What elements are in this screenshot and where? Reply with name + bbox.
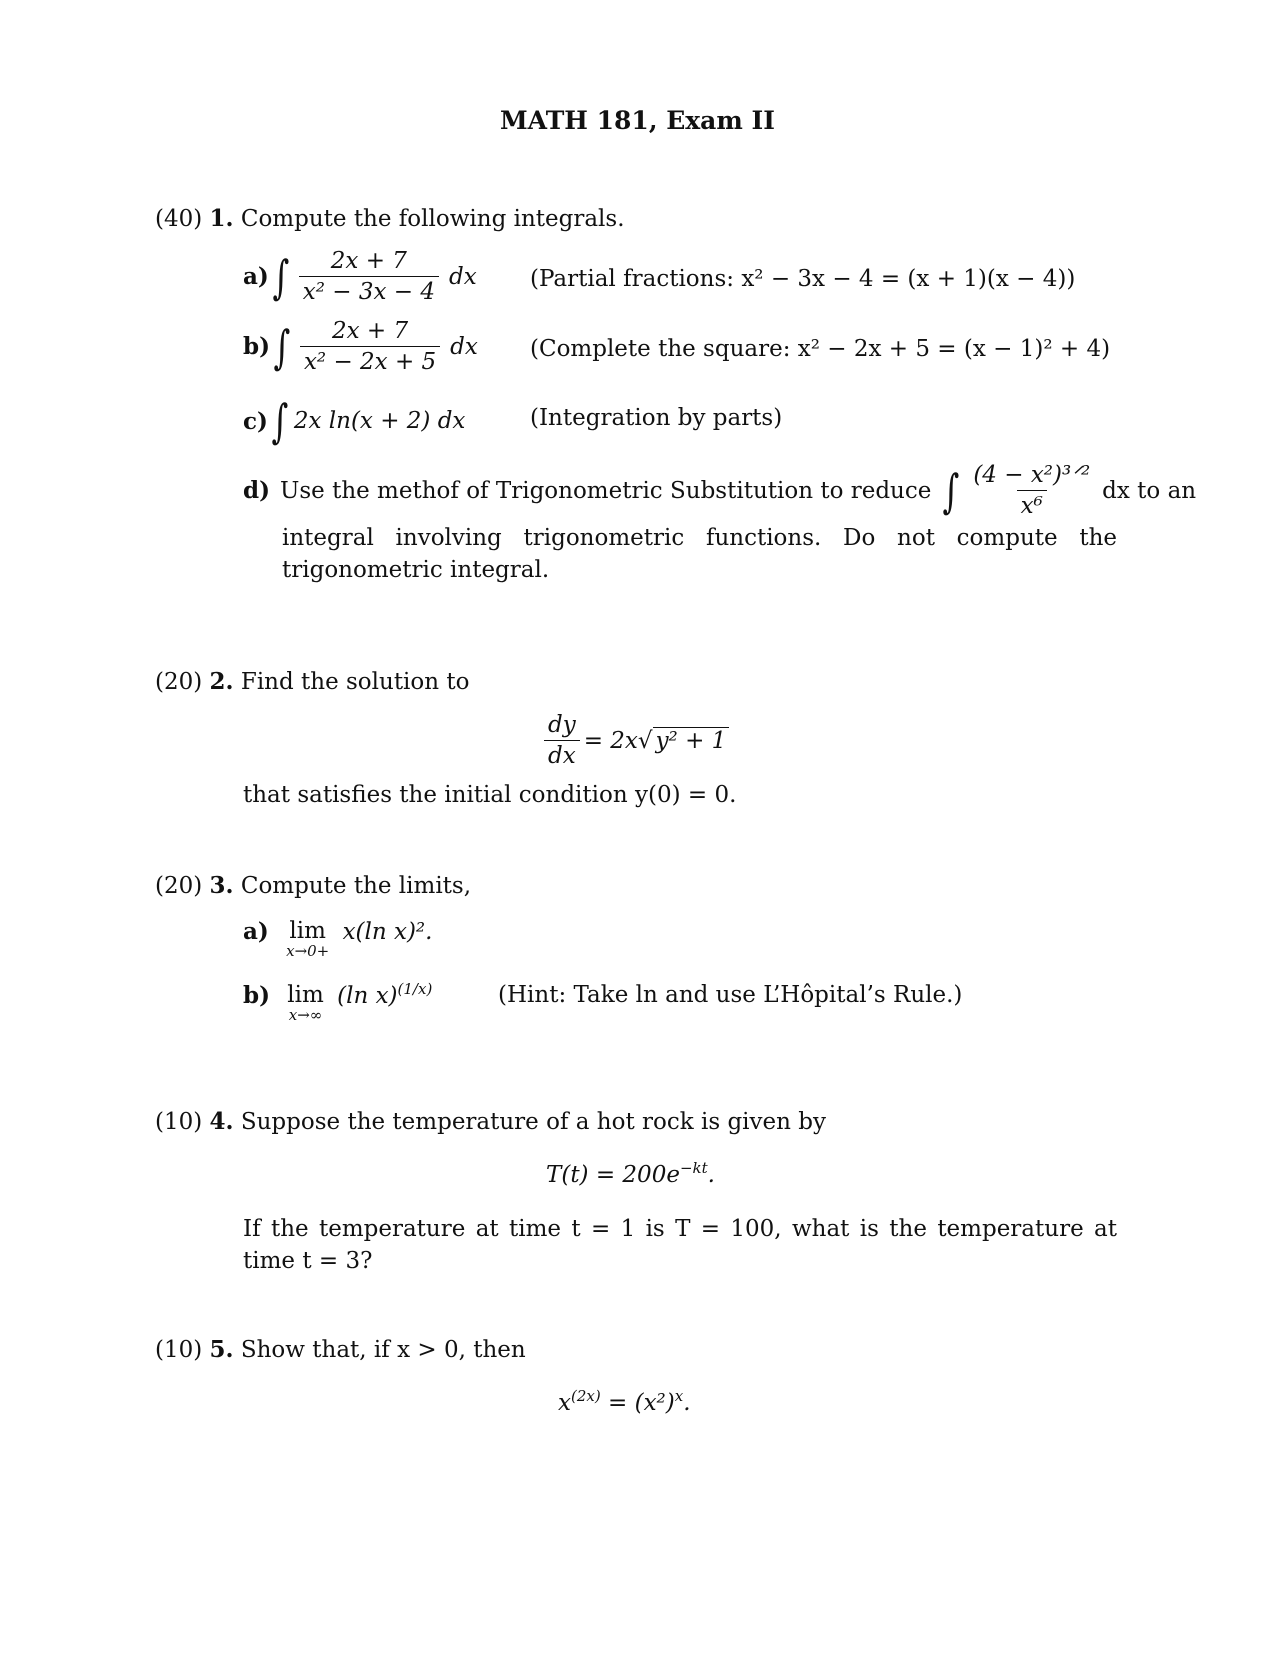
integral-sign-icon: ∫ xyxy=(271,394,289,448)
q1b-label: b) xyxy=(243,333,270,360)
q3a-sub: x→0+ xyxy=(286,942,330,960)
integral-sign-icon: ∫ xyxy=(942,463,960,518)
q4-points: (10) xyxy=(155,1109,203,1135)
q4-formula-end: . xyxy=(707,1162,715,1188)
q2-radicand: y² + 1 xyxy=(653,727,730,754)
q1d-text-after: dx to an xyxy=(1102,477,1197,504)
question-5-header xyxy=(155,1336,526,1363)
q2-equation xyxy=(540,712,729,769)
q1-points: (40) xyxy=(155,206,203,232)
q5-points: (10) xyxy=(155,1337,203,1363)
q1d-label: d) xyxy=(243,477,270,504)
q5-exp-left: (2x) xyxy=(570,1387,601,1405)
q5-prompt: Show that, if x > 0, then xyxy=(240,1337,526,1363)
q5-identity xyxy=(558,1387,691,1416)
q1a-dx: dx xyxy=(448,263,477,290)
question-2-header xyxy=(155,668,469,695)
q4-prompt: Suppose the temperature of a hot rock is given by xyxy=(240,1109,826,1135)
q2-prompt: Find the solution to xyxy=(240,669,470,695)
q2-points: (20) xyxy=(155,669,203,695)
q4-question: If the temperature at time t = 1 is T = 100, what is the temperature at time t = 3? xyxy=(243,1216,1117,1274)
q5-base-left: x xyxy=(558,1390,571,1416)
q3a-label: a) xyxy=(243,918,269,945)
q2-number: 2. xyxy=(209,668,234,695)
q2-condition: that satisfies the initial condition y(0) = 0. xyxy=(243,782,737,808)
exam-title: MATH 181, Exam II xyxy=(500,106,775,135)
q2-rhs-prefix: = 2x xyxy=(583,727,638,754)
sqrt-icon: √ xyxy=(637,727,653,754)
q1d-denominator: x⁶ xyxy=(1017,490,1047,519)
q2-lhs-den: dx xyxy=(544,740,580,769)
q3b-limit xyxy=(287,982,324,1023)
q4-number: 4. xyxy=(209,1108,234,1135)
q4-formula-exp: −kt xyxy=(679,1159,708,1177)
q3b-label: b) xyxy=(243,982,270,1009)
q1b-hint: (Complete the square: x² − 2x + 5 = (x − 1)² + 4) xyxy=(530,336,1111,362)
q1d-line xyxy=(243,462,1196,519)
q1c-integrand: 2x ln(x + 2) dx xyxy=(293,408,466,434)
q1a-denominator: x² − 3x − 4 xyxy=(299,276,439,305)
q3-points: (20) xyxy=(155,873,203,899)
q1b-denominator: x² − 2x + 5 xyxy=(300,346,440,375)
q5-end: . xyxy=(683,1390,691,1416)
q3-number: 3. xyxy=(209,872,234,899)
q1d-numerator: (4 − x²)³ᐟ² xyxy=(973,462,1091,488)
integral-sign-icon: ∫ xyxy=(272,249,290,304)
q3b-expr: (ln x) xyxy=(337,983,398,1009)
q1a-fraction xyxy=(299,248,439,305)
q1b-numerator: 2x + 7 xyxy=(331,318,409,344)
question-3-header xyxy=(155,872,471,899)
q3a-limit xyxy=(286,918,329,959)
q1b-fraction xyxy=(300,318,440,375)
q1b-dx: dx xyxy=(450,333,478,360)
integral-sign-icon: ∫ xyxy=(273,319,291,374)
q3b-line xyxy=(243,982,432,1023)
q3a-line xyxy=(243,918,432,959)
question-1-header xyxy=(155,205,625,232)
q3-prompt: Compute the limits, xyxy=(240,873,472,899)
q1a-numerator: 2x + 7 xyxy=(330,248,407,274)
q1a-label: a) xyxy=(243,263,269,290)
q1-number: 1. xyxy=(209,205,234,232)
q3a-expr: x(ln x)². xyxy=(342,919,433,945)
q5-number: 5. xyxy=(209,1336,234,1363)
q1c-integral xyxy=(243,394,466,448)
q1d-text-before: Use the methof of Trigonometric Substitution to reduce xyxy=(279,477,932,504)
q5-middle: = (x²) xyxy=(600,1390,675,1416)
q1b-integral xyxy=(243,318,478,375)
q1-prompt: Compute the following integrals. xyxy=(240,206,625,232)
q3a-lim: lim xyxy=(289,918,326,944)
q3b-lim: lim xyxy=(287,982,324,1008)
q5-exp-right: x xyxy=(674,1387,684,1405)
q1a-integral xyxy=(243,248,477,305)
q4-formula xyxy=(546,1159,715,1188)
q1a-hint: (Partial fractions: x² − 3x − 4 = (x + 1)(x − 4)) xyxy=(530,266,1076,292)
q3b-exp: (1/x) xyxy=(397,980,433,998)
q3b-sub: x→∞ xyxy=(288,1006,323,1024)
q3b-hint: (Hint: Take ln and use L’Hôpital’s Rule.) xyxy=(498,982,963,1008)
q1d-continuation: integral involving trigonometric functions. Do not compute the trigonometric integral. xyxy=(282,525,1117,583)
q2-lhs-num: dy xyxy=(548,712,576,738)
q1c-hint: (Integration by parts) xyxy=(530,405,783,431)
q2-derivative xyxy=(544,712,580,769)
q4-formula-main: T(t) = 200e xyxy=(546,1162,680,1188)
question-4-header xyxy=(155,1108,826,1135)
q1c-label: c) xyxy=(243,407,268,435)
q1d-fraction xyxy=(969,462,1094,519)
